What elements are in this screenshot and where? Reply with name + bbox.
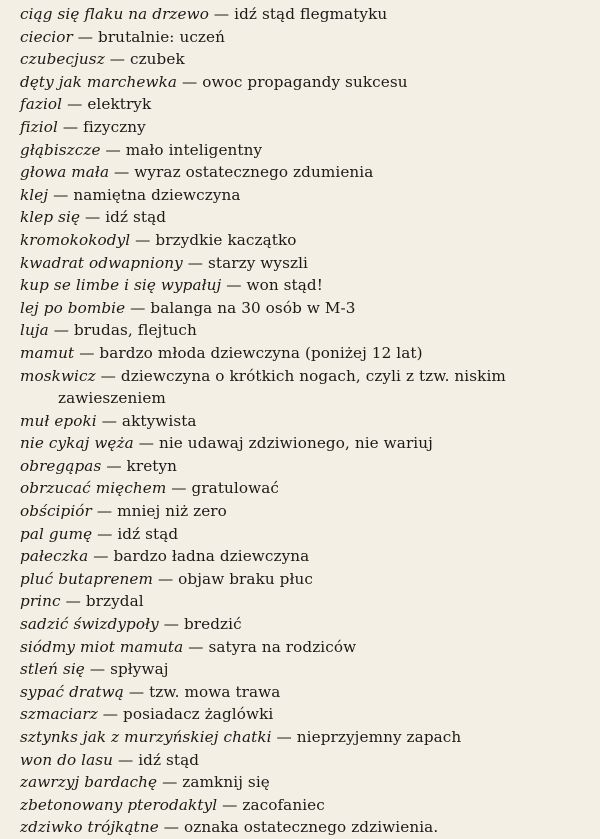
glossary-entry: [20, 71, 588, 94]
entry-definition: idź stąd flegmatyku: [234, 5, 388, 23]
entry-definition: objaw braku płuc: [178, 569, 314, 588]
entry-definition: starzy wyszli: [207, 253, 308, 272]
entry-separator: —: [182, 72, 198, 91]
entry-separator: —: [276, 728, 292, 746]
entry-term: dęty jak marchewka: [20, 72, 178, 91]
entry-separator: —: [187, 253, 204, 272]
entry-definition: zacofaniec: [242, 795, 325, 814]
entry-separator: —: [163, 615, 180, 634]
entry-definition: owoc propagandy sukcesu: [202, 72, 408, 91]
entry-definition: kretyn: [126, 456, 178, 475]
glossary-entry: [20, 749, 588, 772]
entry-definition: brzydkie kaczątko: [155, 230, 297, 249]
entry-term: won do lasu: [20, 750, 114, 769]
entry-separator: —: [213, 5, 230, 23]
entry-term: głowa mała: [20, 163, 110, 182]
entry-term: princ: [20, 592, 61, 611]
glossary-entry: [20, 726, 588, 749]
glossary-entry: [20, 613, 588, 636]
entry-definition: posiadacz żaglówki: [123, 705, 274, 724]
entry-separator: —: [77, 27, 94, 46]
entry-definition: brutalnie: uczeń: [98, 27, 226, 46]
glossary-entry: [20, 116, 588, 139]
entry-definition: elektryk: [87, 95, 152, 114]
entry-definition: mniej niż zero: [117, 502, 227, 521]
entry-term: kwadrat odwapniony: [20, 253, 183, 272]
entry-separator: —: [96, 502, 113, 521]
glossary-entry: [20, 568, 588, 591]
entry-separator: —: [84, 208, 101, 227]
entry-definition: czubek: [129, 50, 185, 69]
glossary-entry: [20, 297, 588, 320]
glossary-entry: [20, 93, 588, 116]
glossary-entry: [20, 545, 588, 568]
glossary-entry: [20, 794, 588, 817]
entry-separator: —: [135, 230, 151, 249]
entry-definition: spływaj: [110, 660, 169, 679]
entry-term: muł epoki: [20, 411, 97, 430]
glossary-entry: [20, 365, 598, 410]
entry-term: fiziol: [20, 117, 58, 136]
entry-term: moskwicz: [20, 366, 96, 385]
entry-term: zdziwko trójkątne: [20, 818, 159, 837]
glossary-entry: [20, 26, 588, 49]
entry-separator: —: [162, 773, 178, 792]
entry-definition: brzydal: [85, 592, 144, 611]
entry-definition: balanga na 30 osób w M-3: [150, 298, 356, 317]
entry-definition: zamknij się: [182, 773, 270, 792]
entry-term: klep się: [20, 208, 81, 227]
entry-separator: —: [163, 818, 180, 837]
entry-definition: fizyczny: [83, 117, 146, 136]
entry-separator: —: [102, 705, 119, 724]
entry-definition: bardzo ładna dziewczyna: [113, 547, 310, 566]
entry-term: stleń się: [20, 660, 85, 679]
entry-term: klej: [20, 185, 49, 204]
entry-term: pałeczka: [20, 547, 89, 566]
entry-term: ciąg się flaku na drzewo: [20, 5, 209, 23]
glossary-entry: [20, 206, 588, 229]
entry-term: głąbiszcze: [20, 140, 101, 159]
entry-separator: —: [97, 524, 113, 543]
glossary-entry: [20, 319, 588, 342]
glossary-entry: [20, 161, 588, 184]
glossary-entry: [20, 681, 588, 704]
entry-term: kup se limbe i się wypałuj: [20, 276, 222, 295]
glossary-entry: [20, 455, 588, 478]
entry-definition: brudas, flejtuch: [73, 321, 197, 340]
glossary-entry: [20, 771, 588, 794]
entry-separator: —: [93, 547, 109, 566]
glossary-entry: [20, 139, 588, 162]
entry-separator: —: [53, 185, 69, 204]
entry-separator: —: [157, 569, 174, 588]
entry-definition: idź stąd: [105, 208, 167, 227]
glossary-entry: [20, 274, 588, 297]
entry-separator: —: [171, 479, 187, 498]
entry-definition: mało inteligentny: [125, 140, 263, 159]
entry-term: czubecjusz: [20, 50, 105, 69]
entry-definition: idź stąd: [117, 524, 179, 543]
entry-definition: dziewczyna o krótkich nogach, czyli z tzw. niskim zawieszeniem: [58, 366, 506, 408]
entry-definition: namiętna dziewczyna: [73, 185, 241, 204]
entry-term: siódmy miot mamuta: [20, 637, 184, 656]
glossary-entry: [20, 590, 588, 613]
entry-definition: bredzić: [183, 615, 242, 634]
entry-term: pal gumę: [20, 524, 93, 543]
glossary-entry: [20, 500, 588, 523]
entry-separator: —: [138, 434, 155, 453]
glossary-entry: [20, 636, 588, 659]
entry-separator: —: [106, 456, 122, 475]
entry-term: sypać dratwą: [20, 682, 124, 701]
entry-term: sadzić świzdypoły: [20, 615, 159, 634]
glossary-entry: [20, 342, 588, 365]
glossary-entry: [20, 229, 588, 252]
entry-separator: —: [114, 163, 130, 182]
glossary-entry: [20, 3, 588, 26]
entry-definition: idź stąd: [138, 750, 200, 769]
entry-separator: —: [188, 637, 204, 656]
entry-definition: won stąd!: [246, 276, 323, 295]
entry-term: nie cykaj węża: [20, 434, 134, 453]
entry-separator: —: [105, 140, 121, 159]
entry-term: zbetonowany pterodaktyl: [20, 795, 218, 814]
glossary-entry: [20, 816, 588, 839]
entry-separator: —: [65, 592, 81, 611]
entry-term: sztynks jak z murzyńskiej chatki: [20, 728, 272, 746]
glossary-entry: [20, 410, 588, 433]
slang-glossary-list: [20, 3, 588, 839]
glossary-entry: [20, 432, 588, 455]
entry-term: ciecior: [20, 27, 73, 46]
entry-term: kromokokodyl: [20, 230, 131, 249]
entry-term: obścipiór: [20, 502, 92, 521]
entry-definition: wyraz ostatecznego zdumienia: [134, 163, 374, 182]
entry-definition: bardzo młoda dziewczyna (poniżej 12 lat): [99, 343, 423, 362]
entry-separator: —: [89, 660, 106, 679]
entry-separator: —: [117, 750, 134, 769]
entry-definition: satyra na rodziców: [208, 637, 357, 656]
glossary-entry: [20, 48, 588, 71]
entry-separator: —: [100, 366, 116, 385]
glossary-entry: [20, 703, 588, 726]
entry-term: mamut: [20, 343, 75, 362]
entry-separator: —: [109, 50, 126, 69]
glossary-entry: [20, 658, 588, 681]
entry-definition: oznaka ostatecznego zdziwienia.: [183, 818, 439, 837]
entry-separator: —: [79, 343, 95, 362]
entry-separator: —: [128, 682, 145, 701]
entry-term: faziol: [20, 95, 63, 114]
entry-definition: tzw. mowa trawa: [149, 682, 281, 701]
entry-term: luja: [20, 321, 49, 340]
entry-separator: —: [222, 795, 238, 814]
entry-separator: —: [62, 117, 79, 136]
entry-separator: —: [226, 276, 242, 295]
entry-term: obregąpas: [20, 456, 102, 475]
entry-definition: nie udawaj zdziwionego, nie wariuj: [158, 434, 433, 453]
entry-term: lej po bombie: [20, 298, 126, 317]
glossary-entry: [20, 477, 588, 500]
entry-term: pluć butaprenem: [20, 569, 153, 588]
entry-term: szmaciarz: [20, 705, 98, 724]
entry-term: zawrzyj bardachę: [20, 773, 158, 792]
entry-term: obrzucać mięchem: [20, 479, 167, 498]
entry-separator: —: [53, 321, 70, 340]
entry-separator: —: [101, 411, 117, 430]
entry-separator: —: [67, 95, 83, 114]
glossary-entry: [20, 184, 588, 207]
entry-definition: gratulować: [191, 479, 279, 498]
glossary-entry: [20, 252, 588, 275]
entry-separator: —: [130, 298, 146, 317]
glossary-entry: [20, 523, 588, 546]
entry-definition: aktywista: [121, 411, 197, 430]
entry-definition: nieprzyjemny zapach: [296, 728, 462, 746]
